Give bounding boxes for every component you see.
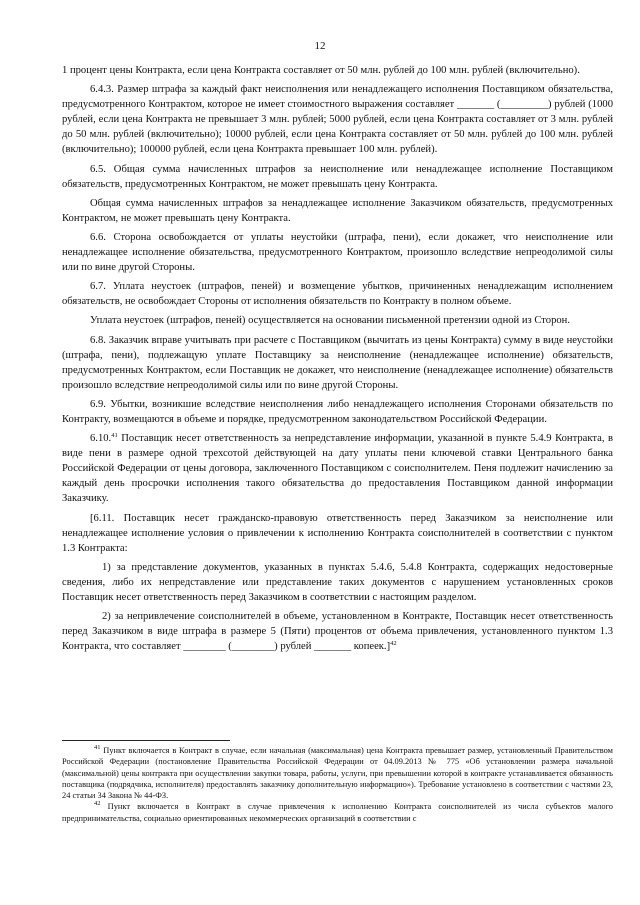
footnotes [62,745,613,824]
page-number: 12 [314,40,326,52]
paragraph-6-6: 6.6. Сторона освобождается от уплаты неустойки (штрафа, пени), если докажет, что неисполнение или ненадлежащее исполнение обязательства, предусмотренного Контрактом, произошло вследствие непреодолимой силы или по вине другой Стороны. [62,231,613,274]
paragraph-6-11-item-2: 2) за непривлечение соисполнителей в объеме, установленном в Контракте, Поставщик несет ответственность перед Заказчиком в виде штрафа в размере 5 (Пяти) процентов от объема привлечения, установленного пунктом 1.3 Контракта, что составляет ________ (________) рублей _______ копеек.]$^{42}$ [62,611,613,653]
paragraph-6-5-customer: Общая сумма начисленных штрафов за ненадлежащее исполнение Заказчиком обязательств, предусмотренных Контрактом, не может превышать цену Контракта. [62,197,613,224]
paragraph-6-8: 6.8. Заказчик вправе учитывать при расчете с Поставщиком (вычитать из цены Контракта) сумму в виде неустойки (штрафа, пени), подлежащую уплате Поставщику за неисполнение (ненадлежащее исполнение) обязательств, предусмотренных Контрактом, если Поставщик не докажет, что неисполнение (ненадлежащее исполнение) обязательств произошло вследствие непреодолимой силы или по вине другой Стороны. [62,334,613,391]
footnote-ref-42[interactable]: 42 [390,640,397,648]
paragraph-6-9: 6.9. Убытки, возникшие вследствие неисполнения либо ненадлежащего исполнения Сторонами обязательств по Контракту, возмещаются в объеме и порядке, предусмотренном законодательством Российской Федерации. [62,398,613,425]
paragraph-6-11-item-1: 1) за представление документов, указанных в пунктах 5.4.6, 5.4.8 Контракта, содержащих недостоверные сведения, либо их непредставление или представление таких документов с нарушением установленных сроков Поставщик несет ответственность перед Заказчиком в соответствии с настоящим разделом. [62,561,613,603]
paragraph-6-4-3: 6.4.3. Размер штрафа за каждый факт неисполнения или ненадлежащего исполнения Поставщиком обязательства, предусмотренного Контрактом, которое не имеет стоимостного выражения составляет _______ (_________) рублей (1000 рублей, если цена Контракта не превышает 3 млн. рублей; 5000 рублей, если цена Контракта составляет от 3 млн. рублей до 50 млн. рублей (включительно); 10000 рублей, если цена Контракта составляет от 50 млн. рублей до 100 млн. рублей (включительно); 100000 рублей, если цена Контракта превышает 100 млн. рублей). [62,84,613,156]
paragraph-6-11: [6.11. Поставщик несет гражданско-правовую ответственность перед Заказчиком за неисполнение или ненадлежащее исполнение условия о привлечении к исполнению Контракта соисполнителей в соответствии с пунктом 1.3 Контракта: [62,512,613,554]
footnote-42: $^{42}$ Пункт включается в Контракт в случае привлечения к исполнению Контракта соисполнителей из числа субъектов малого предпринимательства, социально ориентированных некоммерческих организаций в соответствии с [62,800,613,823]
footnote-41: $^{41}$ Пункт включается в Контракт в случае, если начальная (максимальная) цена Контракта превышает размер, установленный Правительством Российской Федерации (постановление Правительства Российской Федерации от 04.09.2013 № 775 «Об установлении размера начальной (максимальной) цены контракта при осуществлении закупки товара, работы, услуги, при превышении которой в контракте устанавливается обязанность поставщика (подрядчика, исполнителя) предоставлять заказчику дополнительную информацию»). Требование установлено в соответствии с частями 23, 24 статьи 34 Закона № 44-ФЗ. [62,744,613,801]
footnote-ref-41[interactable]: 41 [111,432,118,440]
paragraph-6-4-2-end: 1 процент цены Контракта, если цена Контракта составляет от 50 млн. рублей до 100 млн. рублей (включительно). [62,65,580,76]
paragraph-6-7-claim: Уплата неустоек (штрафов, пеней) осуществляется на основании письменной претензии одной из Сторон. [90,315,570,327]
paragraph-6-5: 6.5. Общая сумма начисленных штрафов за неисполнение или ненадлежащее исполнение Поставщиком обязательств, предусмотренных Контрактом, не может превышать цену Контракта. [62,163,613,190]
footnote-divider [62,740,230,741]
paragraph-6-7: 6.7. Уплата неустоек (штрафов, пеней) и возмещение убытков, причиненных ненадлежащим исполнением обязательств, не освобождает Стороны от исполнения обязательств по Контракту в полном объеме. [62,281,613,308]
paragraph-6-10: 6.10.41 Поставщик несет ответственность за непредставление информации, указанной в пункте 5.4.9 Контракта, в виде пени в размере одной трехсотой действующей на дату уплаты пени ключевой ставки Центрального банка Российской Федерации от цены договора, заключенного Поставщиком с соисполнителем. Пеня подлежит начислению за каждый день просрочки исполнения такого обязательства до предоставления Поставщиком данной информации Заказчику. [62,432,613,505]
contract-body [62,63,613,654]
